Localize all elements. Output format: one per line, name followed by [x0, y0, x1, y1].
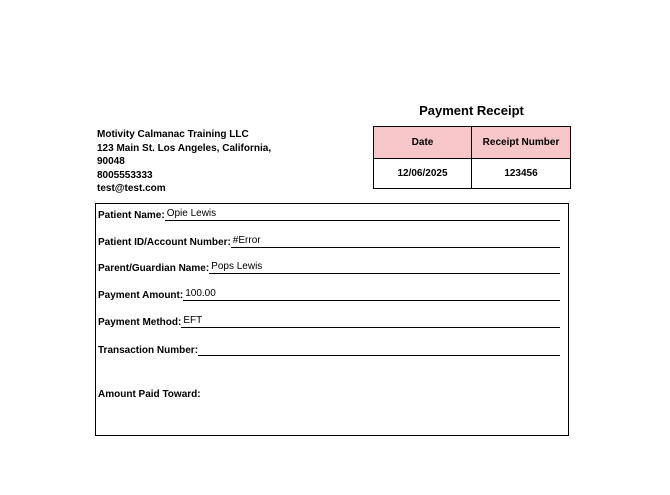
payment-method-value: EFT	[181, 315, 560, 328]
payment-amount-value: 100.00	[183, 288, 560, 301]
receipt-title: Payment Receipt	[419, 103, 524, 118]
patient-id-label: Patient ID/Account Number:	[98, 237, 231, 248]
receipt-info-table	[373, 126, 571, 189]
company-name: Motivity Calmanac Training LLC	[97, 129, 249, 140]
date-header: Date	[374, 127, 472, 159]
patient-id-field	[98, 234, 560, 248]
transaction-number-value	[198, 343, 560, 356]
patient-name-value: Opie Lewis	[165, 208, 560, 221]
company-address-line1: 123 Main St. Los Angeles, California,	[97, 142, 272, 154]
patient-name-field	[98, 207, 560, 221]
company-address-line2: 90048	[97, 156, 125, 168]
payment-amount-field	[98, 287, 560, 301]
patient-name-label: Patient Name:	[98, 210, 165, 221]
payment-amount-label: Payment Amount:	[98, 290, 184, 301]
payment-method-field	[98, 314, 560, 328]
patient-id-value: #Error	[231, 235, 560, 248]
date-value: 12/06/2025	[374, 159, 472, 189]
company-email: test@test.com	[97, 183, 166, 195]
guardian-label: Parent/Guardian Name:	[98, 263, 210, 274]
guardian-value: Pops Lewis	[209, 261, 560, 274]
company-info	[97, 128, 307, 196]
transaction-number-label: Transaction Number:	[98, 345, 199, 356]
receipt-number-value: 123456	[472, 159, 571, 189]
amount-paid-toward-label: Amount Paid Toward:	[98, 389, 201, 400]
transaction-number-field	[98, 342, 560, 356]
company-phone: 8005553333	[97, 169, 153, 181]
payment-method-label: Payment Method:	[98, 317, 182, 328]
guardian-field	[98, 260, 560, 274]
receipt-number-header: Receipt Number	[472, 127, 571, 159]
payment-details-box	[95, 203, 569, 436]
